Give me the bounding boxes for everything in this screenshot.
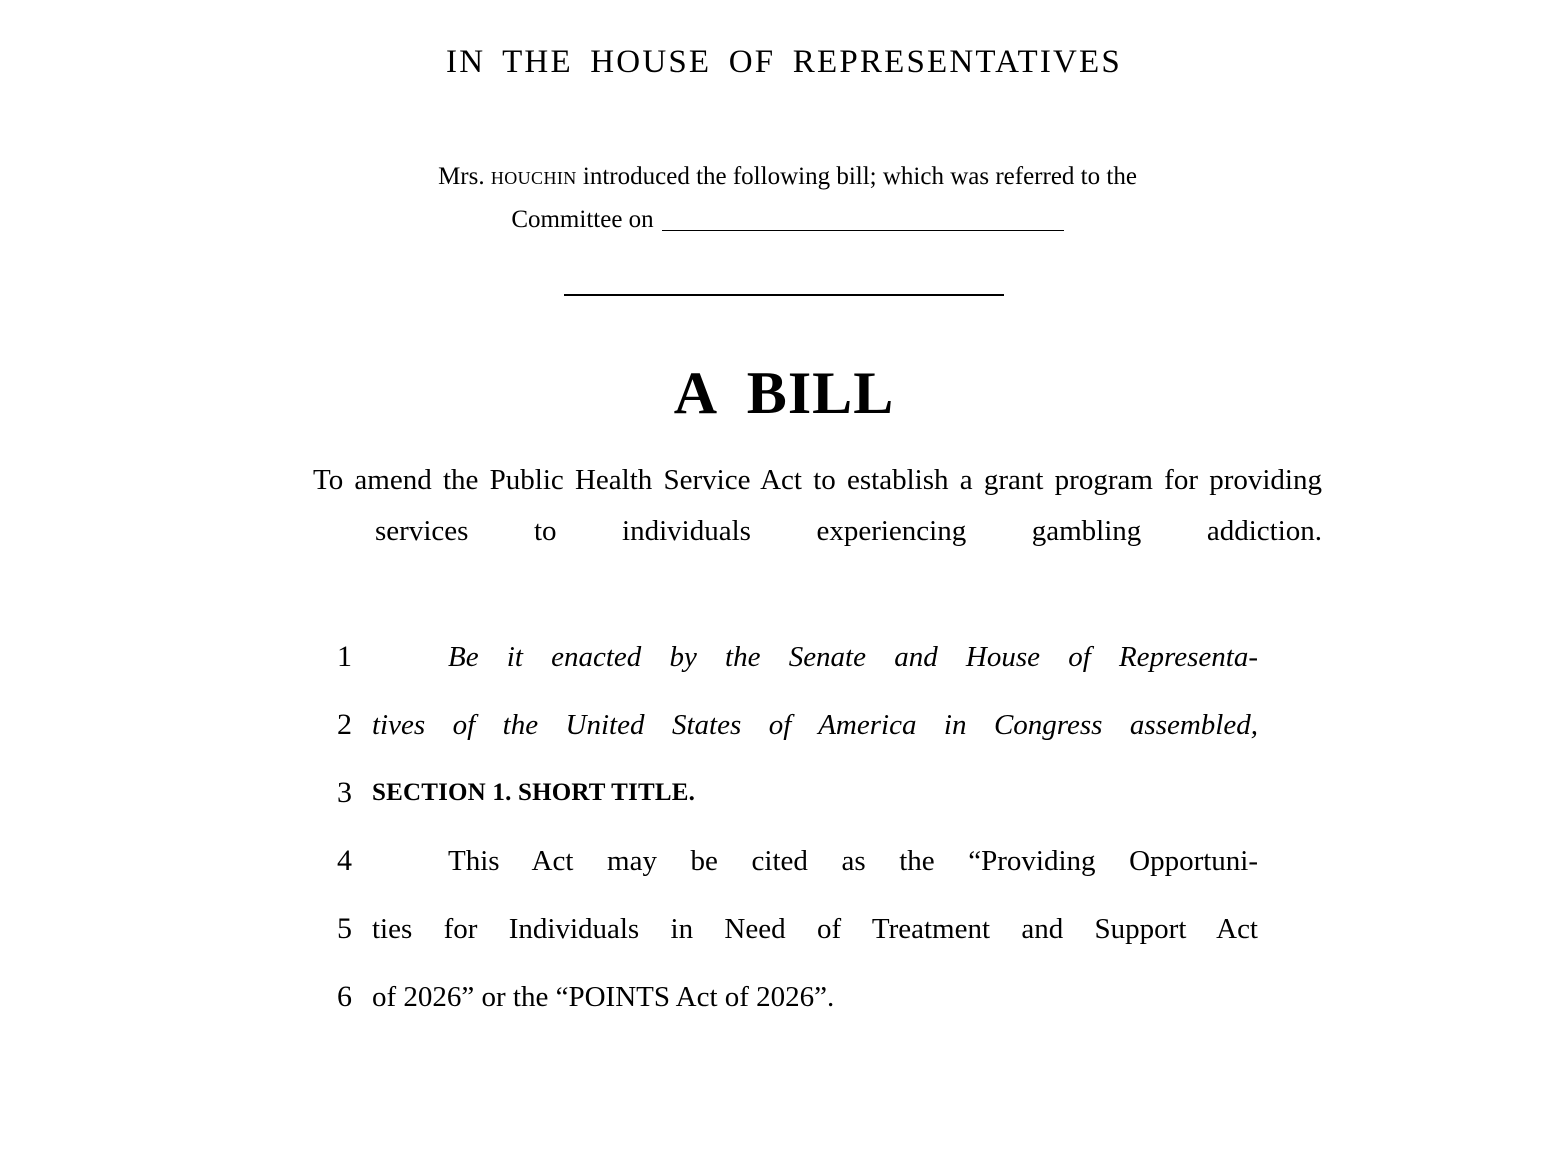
line-number: 4 (337, 844, 352, 877)
bill-title: A BILL (673, 360, 895, 426)
line-content: tives of the United States of America in Congress assembled, (372, 709, 1258, 741)
line-number: 5 (337, 912, 352, 945)
line-content: ties for Individuals in Need of Treatment and Support Act (372, 913, 1258, 945)
header-divider (0, 283, 1568, 301)
line-content: This Act may be cited as the “Providing Opportuni- (448, 845, 1258, 877)
line-number: 3 (337, 776, 352, 809)
line-content: Be it enacted by the Senate and House of Representa- (448, 641, 1258, 673)
line-number: 2 (337, 708, 352, 741)
statute-line (0, 702, 1568, 770)
line-number: 1 (337, 640, 352, 673)
committee-label: Committee on (511, 206, 654, 233)
statute-line-section-heading (0, 770, 1568, 838)
statute-line (0, 974, 1568, 1042)
line-number: 6 (337, 980, 352, 1013)
statute-line (0, 906, 1568, 974)
line-content: of 2026” or the “POINTS Act of 2026”. (372, 981, 835, 1013)
committee-referral-line (315, 198, 1260, 241)
statute-text-body (0, 634, 1568, 1042)
chamber-header: IN THE HOUSE OF REPRESENTATIVES (446, 44, 1122, 80)
sponsor-referral-block (315, 155, 1260, 241)
sponsor-name: houchin (490, 163, 577, 190)
bill-purpose-statement: To amend the Public Health Service Act to establish a grant program for providing services to individuals experiencing gambling addiction. (313, 464, 1322, 547)
sponsor-honorific: Mrs. (438, 163, 485, 190)
statute-line (0, 838, 1568, 906)
statute-line (0, 634, 1568, 702)
divider-rule-icon (564, 294, 1004, 296)
sponsor-action-text: introduced the following bill; which was referred to the (576, 163, 1137, 190)
committee-blank-field[interactable] (662, 230, 1064, 231)
section-heading: SECTION 1. SHORT TITLE. (372, 779, 696, 806)
